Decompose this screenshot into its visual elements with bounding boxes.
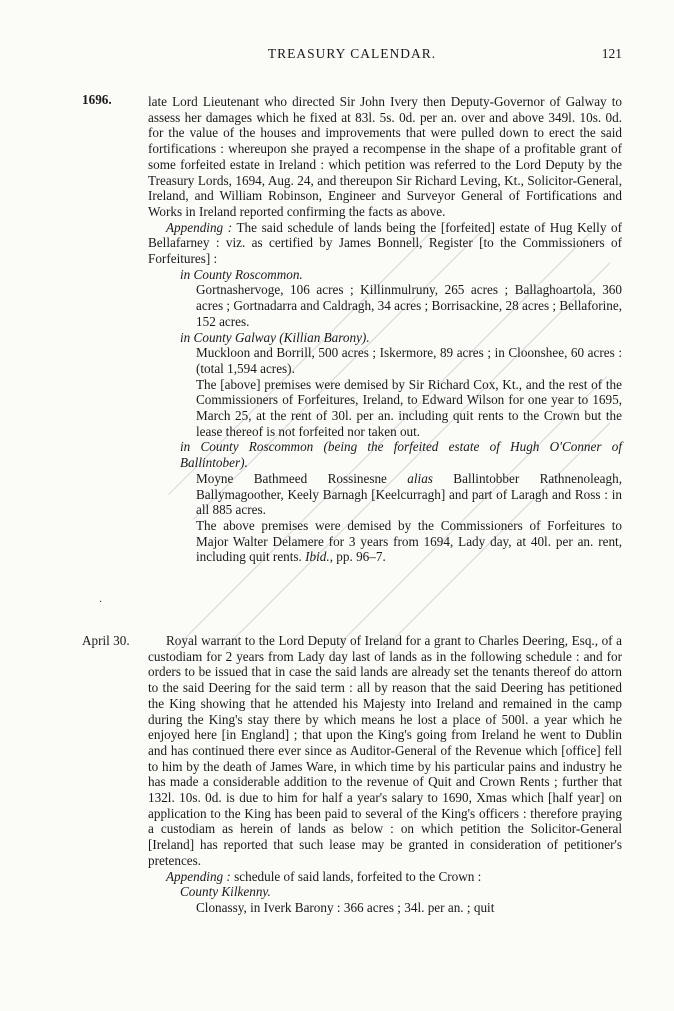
entry1-appending: Appending : The said schedule of lands being the [forfeited] estate of Hug Kelly of Bellafarney : viz. as certified by James Bonnell, Register [to the Commissioners of Forfeitures] : xyxy=(148,219,623,267)
margin-dot: · xyxy=(99,597,103,608)
running-title: TREASURY CALENDAR. xyxy=(267,46,437,61)
county-heading-kilkenny: County Kilkenny. xyxy=(180,884,271,900)
county-lands-2: Muckloon and Borrill, 500 acres ; Iskermore, 89 acres ; in Cloonshee, 60 acres : (total 1,594 acres). xyxy=(196,345,622,376)
page-header xyxy=(82,46,622,66)
county-lands-3: Moyne Bathmeed Rossinesne alias Ballintobber Rathnenoleagh, Ballymagoother, Keely Barnagh [Keelcurragh] and part of Laragh and Ross : in all 885 acres. xyxy=(196,470,622,518)
entry2-paragraph: Royal warrant to the Lord Deputy of Ireland for a grant to Charles Deering, Esq., of a custodiam for 2 years from Lady day last of lands as in the following schedule : and for orders to be issued that in case the said lands are already set the tenants thereof do attorn to the said Deering for the said term : all by reason that the said Deering has petitioned the King showing that he attended his Majesty into Ireland and remained in the camp during the King's stay there by which means he lost a place of 500l. a year which he enjoyed here [in England] ; that upon the King's going from Ireland he went to Dublin and has continued there ever since as Auditor-General of the Revenue which [office] fell to him by the death of James Ware, in which time by his particular pains and industry he has made a considerable addition to the revenue of Quit and Crown Rents ; further that 132l. 10s. 0d. is due to him for half a year's salary to 1690, Xmas which [half year] on application to the King has been paid to several of the King's officers : therefore praying a custodiam as herein of lands as below : on which petition the Solicitor-General [Ireland] has reported that such lease may be granted in consideration of petitioner's pretences. xyxy=(148,633,622,868)
schedule-last-line: Clonassy, in Iverk Barony : 366 acres ; 34l. per an. ; quit xyxy=(196,899,495,915)
entry-royal-warrant xyxy=(148,633,622,916)
entry-continuation xyxy=(148,94,622,565)
appending-label: Appending : xyxy=(166,868,231,884)
county-heading-3: in County Roscommon (being the forfeited estate of Hugh O'Conner of Ballintober). xyxy=(180,439,622,471)
county-demise-3: The above premises were demised by the Commissioners of Forfeitures to Major Walter Delamere for 3 years from 1694, Lady day, at 40l. per an. rent, including quit rents. Ibid., pp. 96–7. xyxy=(196,517,622,565)
entry2-appending: Appending : schedule of said lands, forfeited to the Crown : xyxy=(166,868,482,884)
county-lands-1: Gortnashervoge, 106 acres ; Killinmulruny, 265 acres ; Ballaghoartola, 360 acres ; Gortnadarra and Caldragh, 34 acres ; Borrisackine, 28 acres ; Bellaforine, 152 acres. xyxy=(196,282,622,329)
entry-date: April 30. xyxy=(82,633,130,648)
margin-year: 1696. xyxy=(82,92,112,107)
county-heading-2: in County Galway (Killian Barony). xyxy=(180,329,370,345)
county-heading-1: in County Roscommon. xyxy=(180,266,303,282)
county-demise-2: The [above] premises were demised by Sir Richard Cox, Kt., and the rest of the Commissioners of Forfeitures, Ireland, to Edward Wilson for one year to 1695, March 25, at the rent of 30l. per an. including quit rents to the Crown but the lease thereof is not forfeited nor taken out. xyxy=(196,376,622,439)
page-number: 121 xyxy=(601,46,622,61)
entry1-paragraph: late Lord Lieutenant who directed Sir John Ivery then Deputy-Governor of Galway to assess her damages which he fixed at 83l. 5s. 0d. per an. over and above 349l. 10s. 0d. for the value of the houses and improvements that were pulled down to erect the said fortifications : whereupon she prayed a recompense in the shape of a profitable grant of some forfeited estate in Ireland : which petition was referred to the Lord Deputy by the Treasury Lords, 1694, Aug. 24, and thereupon Sir Richard Leving, Kt., Solicitor-General, Ireland, and William Robinson, Engineer and Surveyor General of Fortifications and Works in Ireland reported confirming the facts as above. xyxy=(148,94,622,219)
appending-label: Appending : xyxy=(166,219,233,235)
